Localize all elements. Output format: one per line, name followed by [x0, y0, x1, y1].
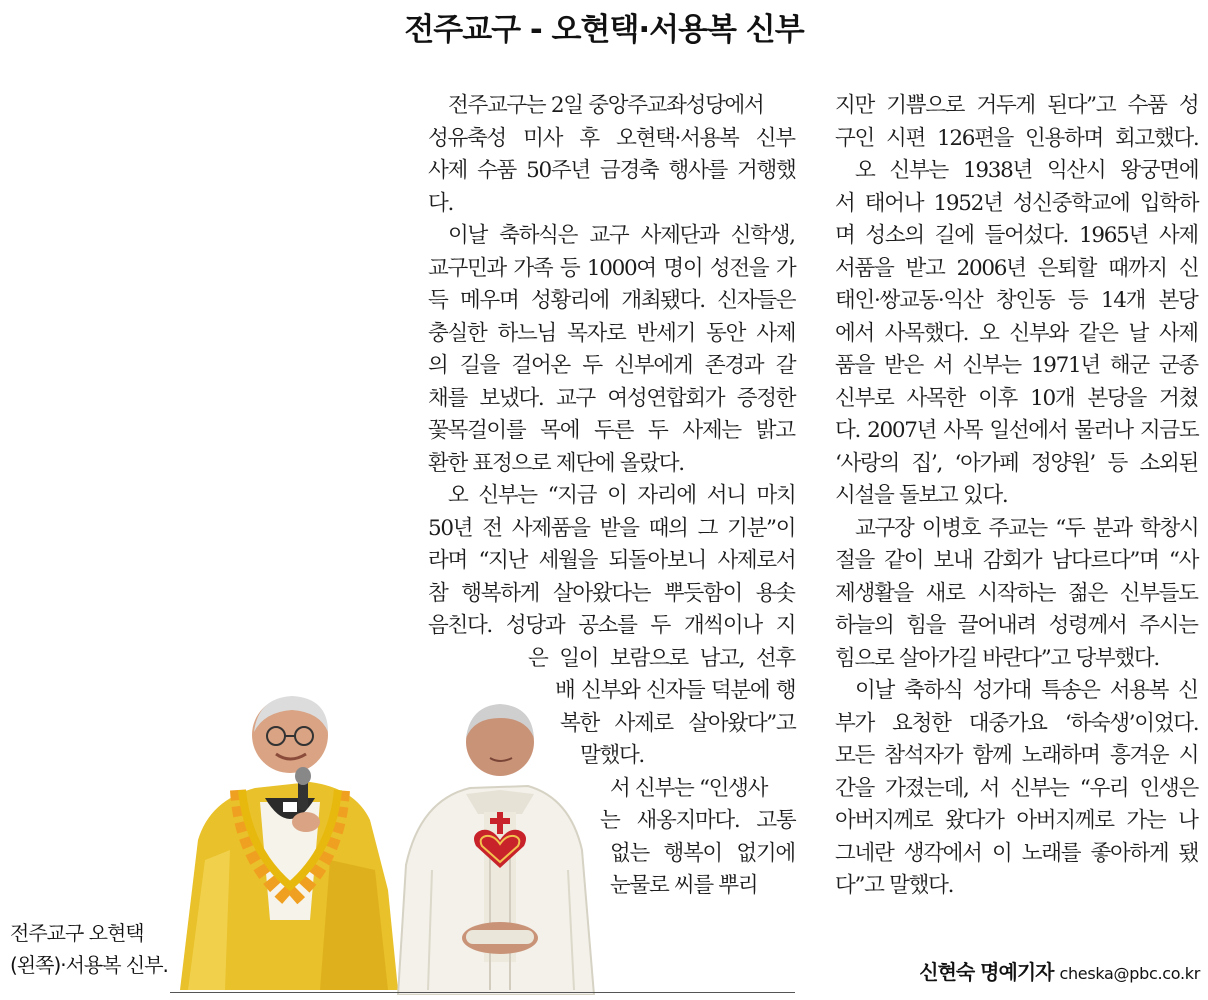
photo-caption-line-1: 전주교구 오현택 — [10, 921, 144, 945]
col2-line: 신부로 사목한 이후 10개 본당을 거쳤 — [835, 385, 1198, 411]
col2-line: 에서 사목했다. 오 신부와 같은 날 사제 — [835, 320, 1198, 346]
col1-line: 전주교구는 2일 중앙주교좌성당에서 — [448, 93, 764, 118]
col2-line: 지만 기쁨으로 거두게 된다”고 수품 성 — [835, 93, 1199, 118]
col2-line: 며 성소의 길에 들어섰다. 1965년 사제 — [835, 223, 1198, 248]
bottom-rule — [170, 992, 795, 993]
priest-left-figure — [180, 696, 398, 990]
col2-line: 품을 받은 서 신부는 1971년 해군 군종 — [835, 353, 1198, 378]
col2-line: 하늘의 힘을 끌어내려 성령께서 주시는 — [835, 613, 1198, 638]
photo-caption-line-2: (왼쪽)·서용복 신부. — [10, 953, 168, 977]
col1-line: 은 일이 보람으로 남고, 선후 — [528, 645, 795, 671]
col1-line: 채를 보냈다. 교구 여성연합회가 증정한 — [428, 385, 796, 411]
col2-line: 태인·쌍교동·익산 창인동 등 14개 본당 — [835, 288, 1198, 313]
col2-line: 서 태어나 1952년 성신중학교에 입학하 — [835, 190, 1199, 216]
col2-line: 구인 시편 126편을 인용하며 회고했다. — [835, 125, 1199, 151]
col1-line: 사제 수품 50주년 금경축 행사를 거행했 — [428, 158, 796, 183]
col2-line: 이날 축하식 성가대 특송은 서용복 신 — [855, 678, 1198, 703]
col2-line: 다”고 말했다. — [835, 873, 954, 898]
col1-line: 없는 행복이 없기에 — [610, 840, 795, 866]
col1-line: 참 행복하게 살아왔다는 뿌듯함이 용솟 — [428, 580, 795, 606]
col1-line: 복한 사제로 살아왔다”고 — [560, 710, 796, 736]
col1-line: 교구민과 가족 등 1000여 명이 성전을 가 — [428, 255, 796, 281]
col2-line: 교구장 이병호 주교는 “두 분과 학창시 — [855, 515, 1199, 541]
col1-line: 성유축성 미사 후 오현택·서용복 신부 — [428, 125, 795, 151]
priests-photo — [170, 690, 610, 995]
col2-line: 부가 요청한 대중가요 ‘하숙생’이었다. — [835, 710, 1199, 736]
headline: 전주교구 - 오현택·서용복 신부 — [404, 12, 804, 48]
col2-line: 시설을 돌보고 있다. — [835, 483, 1008, 508]
col2-line: 그네란 생각에서 이 노래를 좋아하게 됐 — [835, 840, 1199, 866]
col2-line: 아버지께로 왔다가 아버지께로 가는 나 — [835, 808, 1198, 833]
col2-line: 서품을 받고 2006년 은퇴할 때까지 신 — [835, 255, 1199, 281]
priest-right-figure — [398, 704, 594, 995]
col2-line: 간을 가졌는데, 서 신부는 “우리 인생은 — [835, 775, 1198, 801]
col1-line: 다. — [428, 190, 454, 216]
byline-author: 신현숙 명예기자 — [919, 960, 1054, 984]
col2-line: ‘사랑의 집’, ‘아가페 정양원’ 등 소외된 — [835, 450, 1198, 476]
col2-line: 오 신부는 1938년 익산시 왕궁면에 — [855, 158, 1199, 183]
col2-line: 다. 2007년 사목 일선에서 물러나 지금도 — [835, 418, 1199, 443]
col1-line: 오 신부는 “지금 이 자리에 서니 마치 — [448, 483, 796, 508]
col1-line: 는 새옹지마다. 고통 — [600, 808, 796, 833]
byline-email: cheska@pbc.co.kr — [1059, 964, 1200, 983]
col1-line: 눈물로 씨를 뿌리 — [610, 873, 758, 898]
col1-line: 득 메우며 성황리에 개최됐다. 신자들은 — [428, 288, 796, 313]
col2-line: 모든 참석자가 함께 노래하며 흥겨운 시 — [835, 743, 1199, 768]
col2-line: 힘으로 살아가길 바란다”고 당부했다. — [835, 645, 1159, 671]
byline — [919, 956, 1200, 986]
col1-line: 50년 전 사제품을 받을 때의 그 기분”이 — [428, 515, 796, 541]
col2-line: 절을 같이 보내 감회가 남다르다”며 “사 — [835, 548, 1199, 573]
col1-line: 음친다. 성당과 공소를 두 개씩이나 지 — [428, 613, 796, 638]
col1-line: 이날 축하식은 교구 사제단과 신학생, — [448, 223, 795, 248]
col1-line: 라며 “지난 세월을 되돌아보니 사제로서 — [428, 548, 796, 573]
col1-line: 충실한 하느님 목자로 반세기 동안 사제 — [428, 320, 796, 346]
col1-line: 꽃목걸이를 목에 두른 두 사제는 밝고 — [428, 418, 795, 443]
col1-line: 배 신부와 신자들 덕분에 행 — [555, 678, 796, 703]
col2-line: 제생활을 새로 시작하는 젊은 신부들도 — [835, 580, 1198, 606]
col1-line: 의 길을 걸어온 두 신부에게 존경과 갈 — [428, 353, 796, 378]
col1-line: 말했다. — [580, 743, 644, 768]
col1-line: 서 신부는 “인생사 — [610, 775, 768, 801]
col1-line: 환한 표정으로 제단에 올랐다. — [428, 450, 684, 476]
